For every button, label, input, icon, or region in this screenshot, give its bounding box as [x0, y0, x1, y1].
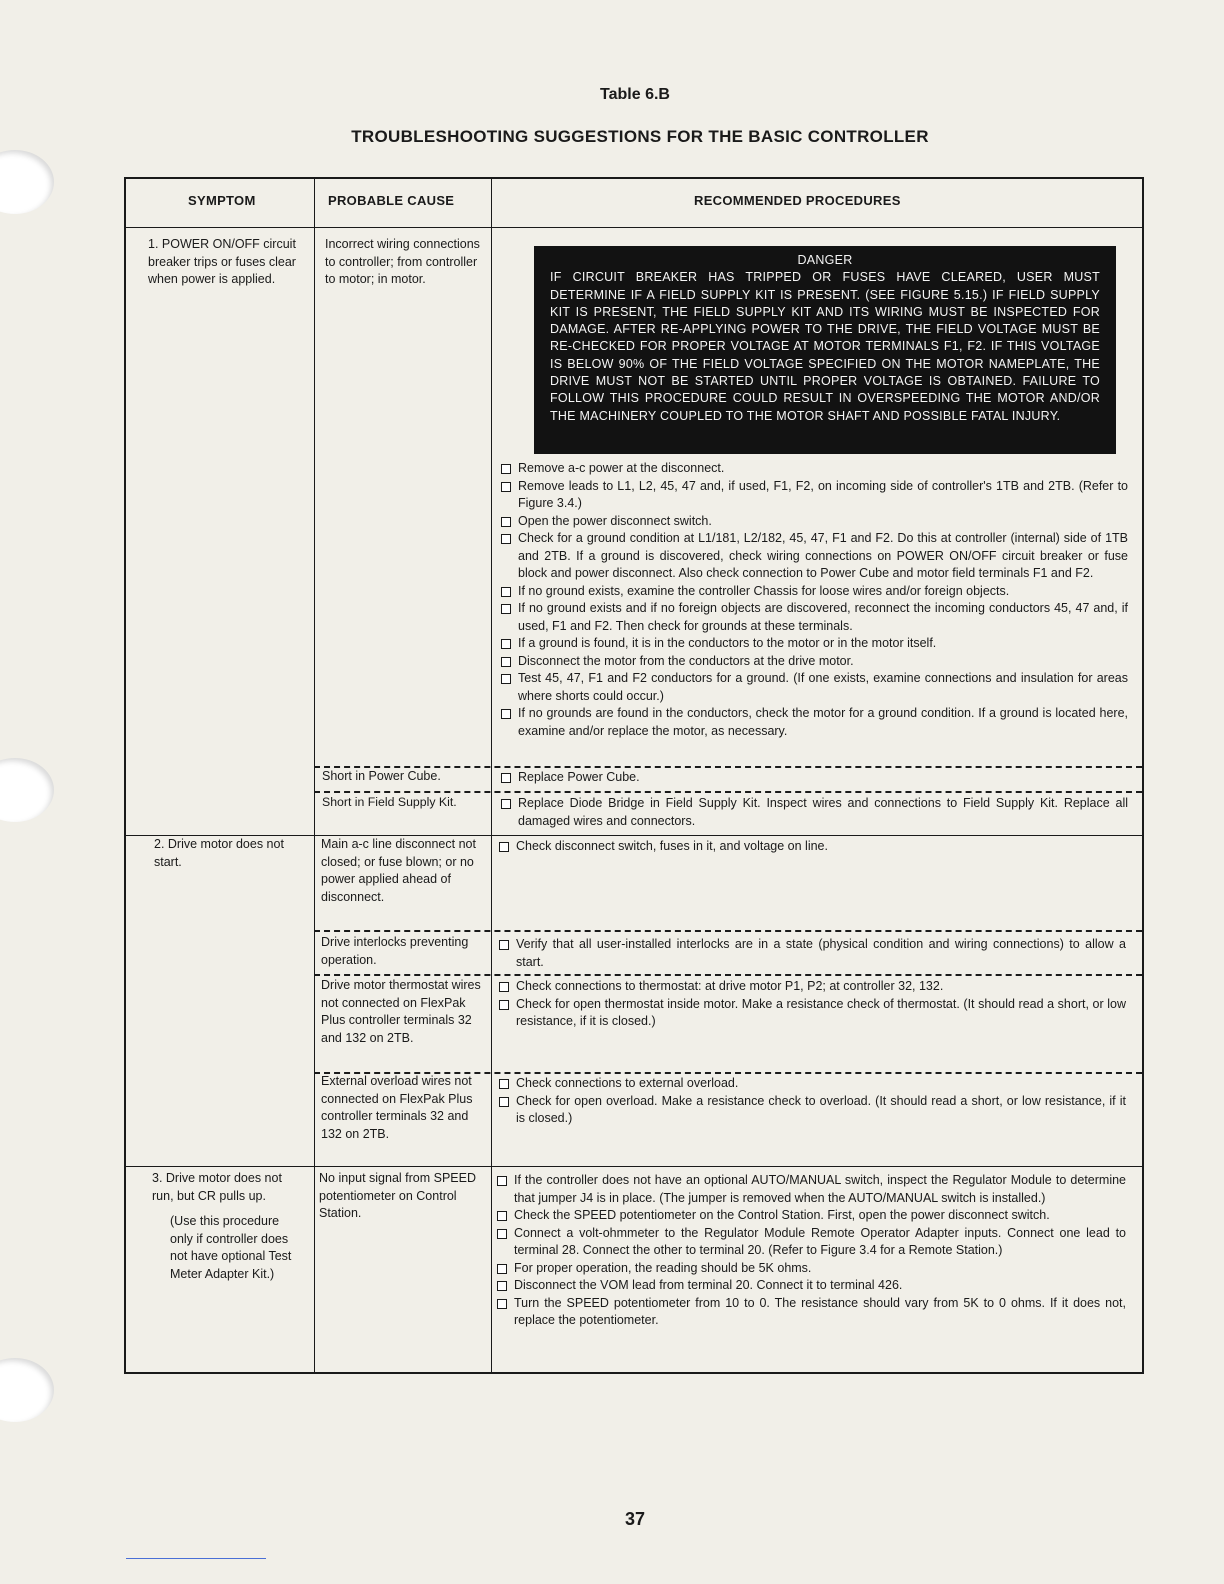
- procedure-list: [498, 838, 1126, 856]
- binder-hole-bottom: [0, 1358, 54, 1422]
- danger-box: [534, 246, 1116, 454]
- binder-hole-middle: [0, 758, 54, 822]
- procedure-step: Check for open thermostat inside motor. Make a resistance check of thermostat. (It should read a short, or low resistance, if it is closed.): [498, 996, 1126, 1031]
- procedures-1b: [500, 769, 1128, 787]
- procedure-step: Check disconnect switch, fuses in it, and voltage on line.: [498, 838, 1126, 856]
- procedure-step: Turn the SPEED potentiometer from 10 to 0. The resistance should vary from 5K to 0 ohms. If it does not, replace the potentiometer.: [496, 1295, 1126, 1330]
- cause-2b: Drive interlocks preventing operation.: [321, 935, 469, 967]
- procedure-list: [500, 460, 1128, 740]
- danger-text: IF CIRCUIT BREAKER HAS TRIPPED OR FUSES HAVE CLEARED, USER MUST DETERMINE IF A FIELD SUPPLY KIT IS PRESENT. (SEE FIGURE 5.15.) IF FIELD SUPPLY KIT IS PRESENT, THE FIELD SUPPLY KIT AND ITS WIRING MUST BE INSPECTED FOR DAMAGE. AFTER RE-APPLYING POWER TO THE DRIVE, THE FIELD VOLTAGE MUST BE RE-CHECKED FOR PROPER VOLTAGE AT MOTOR TERMINALS F1, F2. IF THIS VOLTAGE IS BELOW 90% OF THE FIELD VOLTAGE SPECIFIED ON THE MOTOR NAMEPLATE, THE DRIVE MUST NOT BE STARTED UNTIL PROPER VOLTAGE IS OBTAINED. FAILURE TO FOLLOW THIS PROCEDURE COULD RESULT IN OVERSPEEDING THE MOTOR AND/OR THE MACHINERY COUPLED TO THE MOTOR SHAFT AND POSSIBLE FATAL INJURY.: [550, 270, 1100, 423]
- row-divider-2b: [314, 930, 1142, 932]
- procedure-step: Disconnect the motor from the conductors at the drive motor.: [500, 653, 1128, 671]
- cause-3a: No input signal from SPEED potentiometer on Control Station.: [319, 1171, 477, 1220]
- bottom-rule: [126, 1558, 266, 1559]
- danger-title: DANGER: [797, 253, 853, 267]
- procedure-step: Verify that all user-installed interlocks are in a state (physical condition and wiring connections) to allow a start.: [498, 936, 1126, 971]
- procedure-step: Remove a-c power at the disconnect.: [500, 460, 1128, 478]
- section-divider-3: [126, 1166, 1142, 1167]
- header-probable-cause: PROBABLE CAUSE: [328, 193, 455, 208]
- procedure-step: Check for a ground condition at L1/181, L2/182, 45, 47, F1 and F2. Do this at controller (internal) side of 1TB and 2TB. If a ground is discovered, check wiring connections on POWER ON/OFF circuit breaker or fuse block and power disconnect. Also check connection to Power Cube and motor field terminals F1 and F2.: [500, 530, 1128, 583]
- procedure-step: If no grounds are found in the conductors, check the motor for a ground condition. If a ground is located here, examine and/or replace the motor, as necessary.: [500, 705, 1128, 740]
- procedure-step: Connect a volt-ohmmeter to the Regulator Module Remote Operator Adapter inputs. Connect one lead to terminal 28. Connect the other to terminal 20. (Refer to Figure 3.4 for a Remote Station.): [496, 1225, 1126, 1260]
- procedure-step: Disconnect the VOM lead from terminal 20. Connect it to terminal 426.: [496, 1277, 1126, 1295]
- symptom-2: 2. Drive motor does not start.: [154, 837, 284, 869]
- procedure-step: If a ground is found, it is in the conductors to the motor or in the motor itself.: [500, 635, 1128, 653]
- procedure-step: Check connections to thermostat: at drive motor P1, P2; at controller 32, 132.: [498, 978, 1126, 996]
- procedures-2a: [498, 838, 1126, 856]
- column-divider-1: [314, 179, 315, 1372]
- symptom-3: [152, 1170, 292, 1283]
- procedure-step: Replace Power Cube.: [500, 769, 1128, 787]
- procedure-step: Remove leads to L1, L2, 45, 47 and, if used, F1, F2, on incoming side of controller's 1TB and 2TB. (Refer to Figure 3.4.): [500, 478, 1128, 513]
- header-recommended-procedures: RECOMMENDED PROCEDURES: [694, 193, 901, 208]
- procedure-step: Replace Diode Bridge in Field Supply Kit. Inspect wires and connections to Field Supply Kit. Replace all damaged wires and connectors.: [500, 795, 1128, 830]
- procedure-list: [500, 795, 1128, 830]
- document-title: TROUBLESHOOTING SUGGESTIONS FOR THE BASIC CONTROLLER: [351, 127, 929, 146]
- symptom-1: 1. POWER ON/OFF circuit breaker trips or fuses clear when power is applied.: [148, 237, 296, 286]
- procedures-3a: [496, 1172, 1126, 1330]
- symptom-3-text: 3. Drive motor does not run, but CR pulls up.: [152, 1171, 282, 1203]
- row-divider-2c: [314, 974, 1142, 976]
- cause-1b: Short in Power Cube.: [322, 769, 441, 783]
- table-label: Table 6.B: [600, 86, 670, 103]
- procedures-2c: [498, 978, 1126, 1031]
- column-divider-2: [491, 179, 492, 1372]
- header-symptom: SYMPTOM: [188, 193, 256, 208]
- header-divider: [126, 227, 1142, 228]
- procedure-step: For proper operation, the reading should be 5K ohms.: [496, 1260, 1126, 1278]
- cause-1c: Short in Field Supply Kit.: [322, 795, 457, 809]
- procedures-1c: [500, 795, 1128, 830]
- procedures-2b: [498, 936, 1126, 971]
- procedure-step: If no ground exists, examine the controller Chassis for loose wires and/or foreign objects.: [500, 583, 1128, 601]
- cause-2a: Main a-c line disconnect not closed; or fuse blown; or no power applied ahead of disconnect.: [321, 837, 476, 904]
- page-number: 37: [624, 1509, 646, 1529]
- procedures-1a: [500, 460, 1128, 740]
- cause-1a: Incorrect wiring connections to controller; from controller to motor; in motor.: [325, 237, 480, 286]
- procedure-list: [498, 936, 1126, 971]
- binder-hole-top: [0, 150, 54, 214]
- procedure-step: If no ground exists and if no foreign objects are discovered, reconnect the incoming conductors 45, 47 and, if used, F1 and F2. Then check for grounds at these terminals.: [500, 600, 1128, 635]
- procedure-list: [500, 769, 1128, 787]
- cause-2c: Drive motor thermostat wires not connected on FlexPak Plus controller terminals 32 and 132 on 2TB.: [321, 978, 481, 1045]
- procedure-list: [498, 1075, 1126, 1128]
- procedure-step: Check the SPEED potentiometer on the Control Station. First, open the power disconnect switch.: [496, 1207, 1126, 1225]
- procedure-step: Test 45, 47, F1 and F2 conductors for a ground. (If one exists, examine connections and insulation for areas where shorts could occur.): [500, 670, 1128, 705]
- cause-2d: External overload wires not connected on FlexPak Plus controller terminals 32 and 132 on 2TB.: [321, 1074, 473, 1141]
- row-divider-1c: [314, 791, 1142, 793]
- procedures-2d: [498, 1075, 1126, 1128]
- procedure-step: If the controller does not have an optional AUTO/MANUAL switch, inspect the Regulator Module to determine that jumper J4 is in place. (The jumper is removed when the AUTO/MANUAL switch is installed.): [496, 1172, 1126, 1207]
- procedure-step: Open the power disconnect switch.: [500, 513, 1128, 531]
- troubleshooting-table: [124, 177, 1144, 1374]
- procedure-list: [496, 1172, 1126, 1330]
- symptom-3-note: (Use this procedure only if controller does not have optional Test Meter Adapter Kit.): [170, 1214, 292, 1281]
- procedure-step: Check for open overload. Make a resistance check to overload. (It should read a short, or low resistance, if it is closed.): [498, 1093, 1126, 1128]
- procedure-step: Check connections to external overload.: [498, 1075, 1126, 1093]
- procedure-list: [498, 978, 1126, 1031]
